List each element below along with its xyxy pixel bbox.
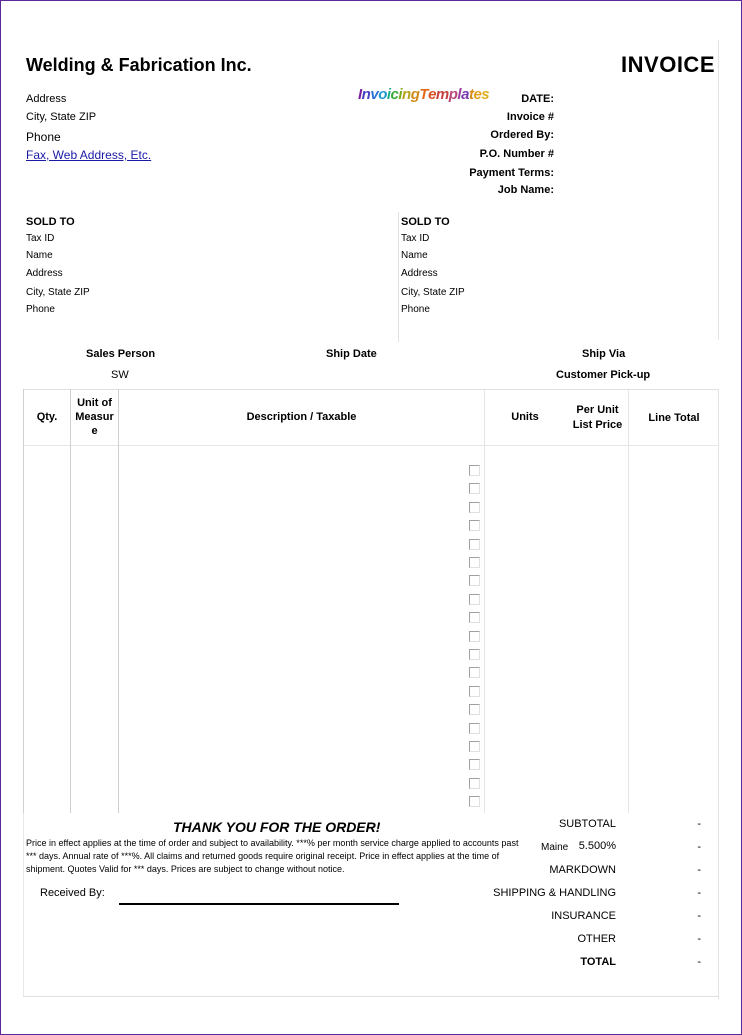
shipping-handling-value: -	[697, 887, 701, 899]
taxable-checkbox[interactable]	[469, 796, 480, 807]
invoice-number-label: Invoice #	[506, 111, 554, 123]
shipping-handling-label: SHIPPING & HANDLING	[493, 887, 616, 899]
markdown-label: MARKDOWN	[549, 864, 616, 876]
sold-to-phone: Phone	[26, 304, 55, 315]
tax-value: -	[697, 841, 701, 853]
taxable-checkbox[interactable]	[469, 483, 480, 494]
ship-to-phone: Phone	[401, 304, 430, 315]
taxable-checkbox[interactable]	[469, 704, 480, 715]
signature-line	[119, 903, 399, 905]
sold-to-tax-id: Tax ID	[26, 233, 55, 244]
tax-state: Maine	[541, 842, 569, 853]
footer-left-border	[23, 813, 24, 996]
taxable-checkbox[interactable]	[469, 539, 480, 550]
col-header-uom-1: Unit of	[77, 397, 112, 409]
table-header-bottom	[23, 445, 718, 446]
col-divider-qty	[70, 389, 71, 813]
taxable-checkbox[interactable]	[469, 686, 480, 697]
total-value: -	[697, 956, 701, 968]
col-divider-price	[628, 389, 629, 813]
taxable-checkbox[interactable]	[469, 612, 480, 623]
markdown-value: -	[697, 864, 701, 876]
col-header-uom-2: Measur	[75, 411, 114, 423]
sold-to-title: SOLD TO	[26, 216, 75, 228]
invoice-title: INVOICE	[621, 52, 715, 77]
terms-text: Price in effect applies at the time of order and subject to availability. ***% per month service charge applied to accounts past *** days. Annual rate of ***%. All claims and returned goods require original receipt. Price in effect applies at the time of shipment. Quotes Valid for *** days. Prices are subject to change without notice.	[26, 838, 519, 874]
col-header-uom-3: e	[91, 425, 98, 437]
taxable-checkbox[interactable]	[469, 465, 480, 476]
taxable-checkbox[interactable]	[469, 723, 480, 734]
ship-to-tax-id: Tax ID	[401, 233, 430, 244]
fax-web-link[interactable]: Fax, Web Address, Etc.	[26, 148, 152, 162]
total-label: TOTAL	[580, 956, 616, 968]
subtotal-label: SUBTOTAL	[558, 818, 616, 830]
thank-you-message: THANK YOU FOR THE ORDER!	[173, 819, 381, 835]
taxable-checkbox[interactable]	[469, 667, 480, 678]
table-top-border	[23, 389, 718, 390]
col-divider-uom	[118, 389, 119, 813]
subtotal-value: -	[697, 818, 701, 830]
taxable-checkbox[interactable]	[469, 741, 480, 752]
sales-person-value: SW	[111, 369, 129, 381]
col-header-price-2: List Price	[572, 419, 623, 431]
insurance-value: -	[697, 910, 701, 922]
col-header-price-1: Per Unit	[576, 404, 619, 416]
company-city: City, State ZIP	[26, 111, 97, 123]
tax-rate: 5.500%	[578, 840, 616, 852]
page-bottom-border	[23, 996, 719, 997]
sold-to-name: Name	[26, 250, 53, 261]
received-by-label: Received By:	[40, 887, 105, 899]
sold-to-city: City, State ZIP	[26, 287, 90, 298]
job-name-label: Job Name:	[497, 184, 554, 196]
other-value: -	[697, 933, 701, 945]
table-right-border	[718, 389, 719, 999]
other-label: OTHER	[577, 933, 616, 945]
sold-to-divider	[398, 212, 399, 342]
taxable-checkbox[interactable]	[469, 631, 480, 642]
sales-person-label: Sales Person	[86, 348, 156, 360]
taxable-checkbox[interactable]	[469, 778, 480, 789]
col-header-line-total: Line Total	[648, 412, 700, 424]
taxable-checkbox[interactable]	[469, 520, 480, 531]
ordered-by-label: Ordered By:	[490, 129, 554, 141]
ship-via-label: Ship Via	[582, 348, 626, 360]
ship-via-value: Customer Pick-up	[556, 369, 651, 381]
taxable-checkbox[interactable]	[469, 502, 480, 513]
ship-to-address: Address	[401, 268, 438, 279]
ship-to-city: City, State ZIP	[401, 287, 465, 298]
taxable-checkbox[interactable]	[469, 594, 480, 605]
sold-to-address: Address	[26, 268, 63, 279]
col-divider-desc	[484, 389, 485, 813]
company-address: Address	[26, 93, 67, 105]
company-phone: Phone	[26, 130, 61, 144]
table-left-border	[23, 389, 24, 813]
ship-to-title: SOLD TO	[401, 216, 450, 228]
invoicing-templates-logo: InvoicingTemplates	[358, 86, 490, 103]
header-right-border	[718, 40, 719, 340]
col-header-description: Description / Taxable	[246, 411, 357, 423]
insurance-label: INSURANCE	[551, 910, 616, 922]
payment-terms-label: Payment Terms:	[469, 167, 554, 179]
ship-date-label: Ship Date	[326, 348, 377, 360]
taxable-checkbox[interactable]	[469, 557, 480, 568]
po-number-label: P.O. Number #	[479, 148, 554, 160]
taxable-checkbox[interactable]	[469, 759, 480, 770]
col-header-qty: Qty.	[36, 411, 58, 423]
date-label: DATE:	[521, 93, 554, 105]
company-name: Welding & Fabrication Inc.	[26, 55, 252, 75]
taxable-checkbox[interactable]	[469, 575, 480, 586]
taxable-checkbox[interactable]	[469, 649, 480, 660]
ship-to-name: Name	[401, 250, 428, 261]
col-header-units: Units	[511, 411, 539, 423]
